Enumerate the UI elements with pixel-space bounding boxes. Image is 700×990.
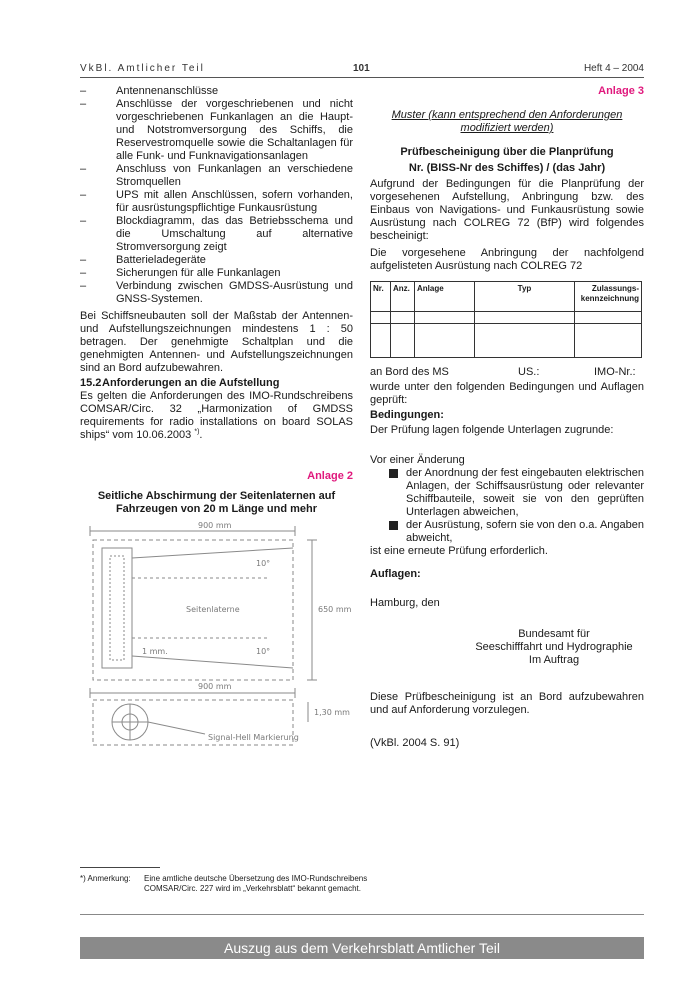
- column-header-approval: Zulassungs-kennzeichnung: [575, 282, 642, 312]
- documents-paragraph: Der Prüfung lagen folgende Unterlagen zugrunde:: [370, 424, 614, 436]
- imo-label: IMO-Nr.:: [594, 366, 636, 378]
- section-number: 15.2: [80, 377, 102, 389]
- conditions-heading: Bedingungen:: [370, 409, 444, 421]
- document-list: [80, 85, 353, 306]
- top-dimension-label: 900 mm: [198, 521, 232, 530]
- anlage-3-label: Anlage 3: [598, 85, 644, 97]
- template-note: Muster (kann entsprechend den Anforderungen modifiziert werden): [391, 109, 623, 134]
- citation: (VkBl. 2004 S. 91): [370, 737, 460, 749]
- column-header-equipment: Anlage: [415, 282, 475, 312]
- page-number: 101: [353, 63, 370, 74]
- anlage-2-title: Seitliche Abschirmung der Seitenlaternen auf Fahrzeugen von 20 m Länge und mehr: [97, 490, 336, 515]
- equipment-table: [370, 281, 642, 358]
- certificate-intro: Aufgrund der Bedingungen für die Planprüfung der vorgesehenen Aufstellung, Anbringung bzw. des Einbaus von Navigations- und Funkausrüstung sowie Ausrüstung nach COLREG 72 (BfP) wird folgendes bescheinigt:: [370, 178, 644, 242]
- issue-label: Heft 4 – 2004: [583, 63, 644, 74]
- left-column: [80, 85, 353, 516]
- authority-line: Bundesamt für: [518, 628, 590, 640]
- small-dimension-label: 1,30 mm: [314, 708, 350, 717]
- list-item: – UPS mit allen Anschlüssen, sofern vorhanden, für ausrüstungspflichtige Funkausrüstung: [80, 189, 353, 215]
- bottom-dimension-label: 900 mm: [198, 682, 232, 691]
- authority-line: Seeschifffahrt und Hydrographie: [475, 641, 633, 653]
- authority-line: Im Auftrag: [528, 654, 580, 666]
- right-column: [370, 85, 644, 750]
- light-label: Seitenlaterne: [186, 605, 240, 614]
- footnote: [80, 874, 370, 894]
- requirements-paragraph: Es gelten die Anforderungen des IMO-Rundschreibens COMSAR/Circ. 32 „Harmonization of GMDSS requirements for radio installations on board SOLAS ships“ vom 10.06.2003 *).: [80, 390, 353, 441]
- column-header-type: Typ: [475, 282, 575, 312]
- requirements-heading: Auflagen:: [370, 568, 421, 580]
- screen-panel: [102, 548, 132, 668]
- header-divider: [80, 77, 644, 78]
- column-header-count: Anz.: [391, 282, 415, 312]
- change-intro: Vor einer Änderung: [370, 454, 465, 466]
- lamp-label: Signal-Hell Markierung: [208, 733, 299, 742]
- footer-banner: Auszug aus dem Verkehrsblatt Amtlicher Teil: [80, 937, 644, 959]
- scale-paragraph: Bei Schiffsneubauten soll der Maßstab der Antennen- und Aufstellungszeichnungen mindestens 1 : 50 betragen. Der genehmigte Schaltplan und die genehmigten Antennen- und Aufstellungszeichnungen sind an Bord aufzubewahren.: [80, 310, 353, 374]
- certificate-title: Prüfbescheinigung über die Planprüfung: [400, 146, 614, 158]
- lower-angle-label: 10°: [256, 647, 271, 656]
- list-item: der Anordnung der fest eingebauten elektrischen Anlagen, der Schiffsausrüstung oder relevanter Schiffbauteile, soweit sie von den geprüften Unterlagen abweichen,: [386, 467, 644, 519]
- list-item: – Verbindung zwischen GMDSS-Ausrüstung und GNSS-Systemen.: [80, 280, 353, 306]
- change-conditions-list: [386, 467, 644, 545]
- vessel-line: [370, 366, 644, 380]
- authority-signature: [464, 628, 644, 667]
- footnote-text: Eine amtliche deutsche Übersetzung des IMO-Rundschreibens COMSAR/Circ. 227 wird im „Verkehrsblatt“ bekannt gemacht.: [144, 874, 368, 893]
- table-header-row: [371, 282, 642, 312]
- upper-angle-label: 10°: [256, 559, 271, 568]
- list-item: – Anschlüsse der vorgeschriebenen und nicht vorgeschriebenen Funkanlagen an die Haupt- und Notstromversorgung des Schiffs, die Reservestromquelle sowie die Schaltanlagen für alle Funk- und Funknavigationsanlagen: [80, 98, 353, 163]
- footnote-mark: *) Anmerkung:: [80, 874, 131, 883]
- list-item: der Ausrüstung, sofern sie von den o.a. Angaben abweicht,: [386, 519, 644, 545]
- requirements-text: Es gelten die Anforderungen des IMO-Rundschreibens COMSAR/Circ. 32 „Harmonization of GMDSS requirements for radio installations on board SOLAS ships“ vom 10.06.2003: [80, 390, 353, 441]
- list-item: – Sicherungen für alle Funkanlagen: [80, 267, 353, 280]
- place-date-line: Hamburg, den: [370, 597, 440, 609]
- re-examination-note: ist eine erneute Prüfung erforderlich.: [370, 545, 548, 557]
- table-row: [371, 312, 642, 324]
- list-item: – Antennenanschlüsse: [80, 85, 353, 98]
- equipment-intro: Die vorgesehene Anbringung der nachfolgend aufgelisteten Ausrüstung nach COLREG 72: [370, 247, 644, 272]
- us-label: US.:: [518, 366, 540, 378]
- keep-aboard-note: Diese Prüfbescheinigung ist an Bord aufzubewahren und auf Anforderung vorzulegen.: [370, 691, 644, 716]
- vessel-label: an Bord des MS: [370, 366, 449, 378]
- anlage-2-label: Anlage 2: [307, 470, 353, 482]
- journal-title: VkBl. Amtlicher Teil: [80, 63, 205, 74]
- bottom-divider: [80, 914, 644, 915]
- tested-paragraph: wurde unter den folgenden Bedingungen und Auflagen geprüft:: [370, 381, 644, 406]
- bottom-note-label: 1 mm.: [142, 647, 168, 656]
- list-item: – Batterieladegeräte: [80, 254, 353, 267]
- list-item: – Blockdiagramm, das das Betriebsschema und die Umschaltung auf alternative Stromversorgung zeigt: [80, 215, 353, 254]
- certificate-number: Nr. (BISS-Nr des Schiffes) / (das Jahr): [408, 162, 606, 174]
- footnote-divider: [80, 867, 160, 868]
- page-header: [80, 62, 644, 76]
- section-title: Anforderungen an die Aufstellung: [102, 377, 280, 389]
- list-item: – Anschluss von Funkanlagen an verschiedene Stromquellen: [80, 163, 353, 189]
- footnote-marker: *): [194, 428, 200, 436]
- height-dimension-label: 650 mm: [318, 605, 352, 614]
- section-heading: [80, 377, 353, 390]
- table-row: [371, 324, 642, 358]
- side-light-shielding-drawing: [80, 518, 353, 758]
- column-header-nr: Nr.: [371, 282, 391, 312]
